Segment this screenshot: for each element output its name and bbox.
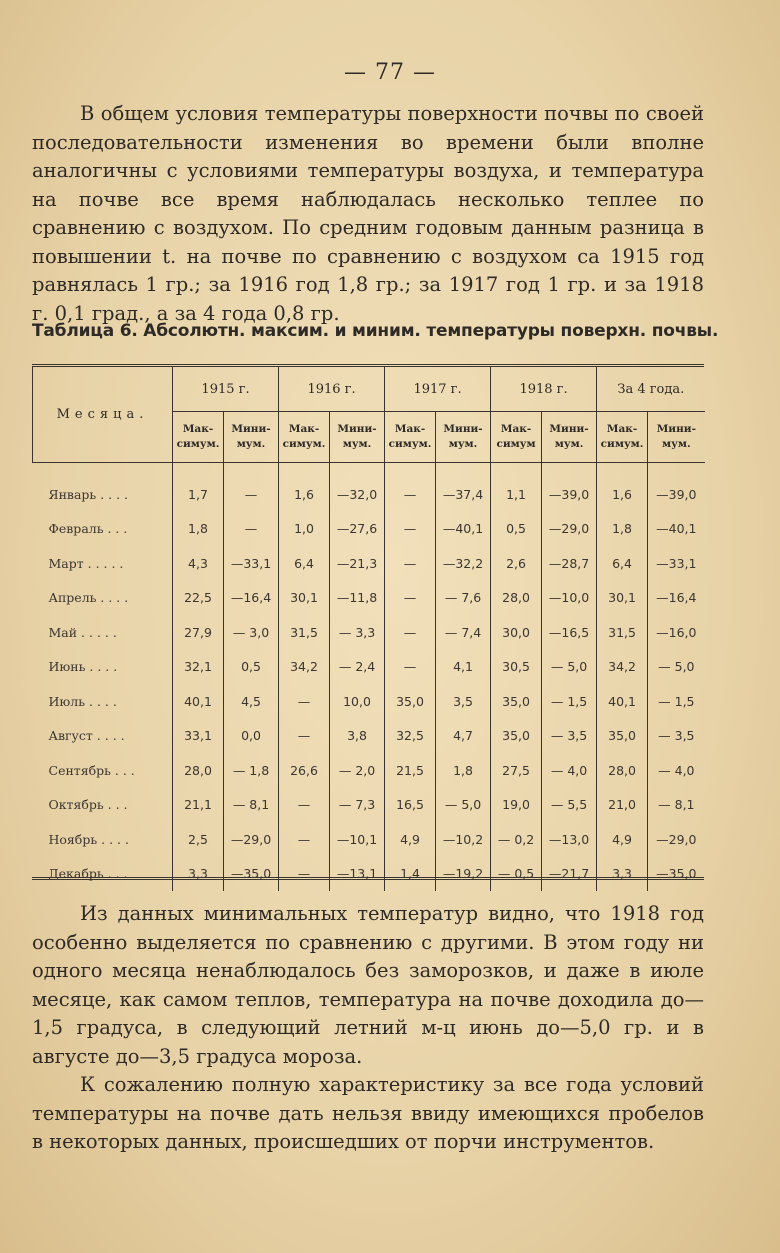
minimum-column-header: Мини- мум.	[648, 412, 705, 463]
value-cell: 26,6	[279, 753, 330, 788]
month-cell: Июнь . . . .	[48, 659, 118, 675]
value-cell: —	[279, 719, 330, 754]
value-cell: —	[385, 512, 436, 547]
value-cell: —32,0	[330, 463, 385, 512]
value-cell: —16,4	[224, 581, 279, 616]
value-cell: — 4,0	[542, 753, 597, 788]
value-cell: 27,9	[173, 615, 224, 650]
minimum-column-header: Мини- мум.	[542, 412, 597, 463]
value-cell: 30,5	[491, 650, 542, 685]
temperature-table-frame	[32, 364, 704, 880]
value-cell: 1,0	[279, 512, 330, 547]
value-cell: 32,1	[173, 650, 224, 685]
value-cell: — 0,2	[491, 822, 542, 857]
value-cell: — 7,6	[436, 581, 491, 616]
table-row	[33, 581, 705, 616]
month-cell: Декабрь . . .	[48, 866, 128, 882]
table-row	[33, 546, 705, 581]
value-cell: —19,2	[436, 857, 491, 892]
year-header: 1916 г.	[279, 367, 385, 412]
value-cell: 6,4	[597, 546, 648, 581]
value-cell: 22,5	[173, 581, 224, 616]
value-cell: 2,5	[173, 822, 224, 857]
value-cell: — 5,0	[436, 788, 491, 823]
value-cell: —28,7	[542, 546, 597, 581]
value-cell: 21,1	[173, 788, 224, 823]
value-cell: 28,0	[597, 753, 648, 788]
value-cell: 40,1	[597, 684, 648, 719]
value-cell: 1,4	[385, 857, 436, 892]
table-row	[33, 463, 705, 512]
value-cell: — 2,0	[330, 753, 385, 788]
value-cell: — 3,3	[330, 615, 385, 650]
minimum-column-header: Мини- мум.	[224, 412, 279, 463]
value-cell: —	[279, 857, 330, 892]
value-cell: 4,3	[173, 546, 224, 581]
table-row	[33, 684, 705, 719]
value-cell: — 8,1	[648, 788, 705, 823]
value-cell: 1,6	[597, 463, 648, 512]
year-header: За 4 года.	[597, 367, 705, 412]
maximum-column-header: Мак- симум.	[279, 412, 330, 463]
value-cell: —	[385, 546, 436, 581]
intro-paragraph: В общем условия температуры поверхности почвы по своей последовательности изменения во времени были вполне аналогичны с условиями температуры воздуха, и температура на почве все время наблюдалась несколько теплее по сравнению с воздухом. По средним годовым данным разница в повышении t. на почве по сравнению с воздухом са 1915 год равнялась 1 гр.; за 1916 год 1,8 гр.; за 1917 год 1 гр. и за 1918 г. 0,1 град., а за 4 года 0,8 гр.	[32, 102, 704, 325]
maximum-column-header: Мак- симум.	[173, 412, 224, 463]
month-cell: Август . . . .	[48, 728, 125, 744]
value-cell: —16,4	[648, 581, 705, 616]
temperature-table	[32, 367, 705, 891]
value-cell: 35,0	[491, 684, 542, 719]
value-cell: —33,1	[224, 546, 279, 581]
value-cell: 4,9	[385, 822, 436, 857]
month-column-header: Месяца.	[33, 367, 173, 463]
value-cell: 4,9	[597, 822, 648, 857]
value-cell: —39,0	[542, 463, 597, 512]
value-cell: 27,5	[491, 753, 542, 788]
value-cell: 35,0	[597, 719, 648, 754]
value-cell: —	[385, 650, 436, 685]
value-cell: 3,8	[330, 719, 385, 754]
value-cell: —	[279, 788, 330, 823]
value-cell: 1,8	[436, 753, 491, 788]
value-cell: —13,0	[542, 822, 597, 857]
value-cell: — 5,5	[542, 788, 597, 823]
value-cell: — 1,8	[224, 753, 279, 788]
month-cell: Апрель . . . .	[48, 590, 129, 606]
value-cell: —	[279, 822, 330, 857]
value-cell: 32,5	[385, 719, 436, 754]
value-cell: —35,0	[648, 857, 705, 892]
value-cell: —37,4	[436, 463, 491, 512]
table-row	[33, 719, 705, 754]
value-cell: 1,6	[279, 463, 330, 512]
value-cell: —29,0	[224, 822, 279, 857]
year-header: 1917 г.	[385, 367, 491, 412]
value-cell: —	[224, 512, 279, 547]
minimum-column-header: Мини- мум.	[330, 412, 385, 463]
value-cell: 33,1	[173, 719, 224, 754]
value-cell: —40,1	[648, 512, 705, 547]
month-cell: Октябрь . . .	[48, 797, 128, 813]
value-cell: —16,5	[542, 615, 597, 650]
value-cell: 1,8	[597, 512, 648, 547]
value-cell: 3,3	[597, 857, 648, 892]
value-cell: —10,2	[436, 822, 491, 857]
value-cell: 1,1	[491, 463, 542, 512]
value-cell: —35,0	[224, 857, 279, 892]
maximum-column-header: Мак- симум.	[385, 412, 436, 463]
value-cell: — 1,5	[542, 684, 597, 719]
value-cell: 0,5	[491, 512, 542, 547]
value-cell: 40,1	[173, 684, 224, 719]
value-cell: 30,1	[279, 581, 330, 616]
table-row	[33, 822, 705, 857]
value-cell: 4,7	[436, 719, 491, 754]
value-cell: — 3,5	[648, 719, 705, 754]
table-row	[33, 615, 705, 650]
value-cell: —16,0	[648, 615, 705, 650]
value-cell: —40,1	[436, 512, 491, 547]
value-cell: — 3,0	[224, 615, 279, 650]
value-cell: 10,0	[330, 684, 385, 719]
maximum-column-header: Мак- симум	[491, 412, 542, 463]
value-cell: 30,0	[491, 615, 542, 650]
value-cell: —33,1	[648, 546, 705, 581]
conclusion-paragraphs	[32, 900, 704, 1157]
value-cell: 34,2	[279, 650, 330, 685]
value-cell: 3,5	[436, 684, 491, 719]
value-cell: 0,5	[224, 650, 279, 685]
value-cell: 0,0	[224, 719, 279, 754]
table-row	[33, 788, 705, 823]
table-row	[33, 512, 705, 547]
value-cell: —11,8	[330, 581, 385, 616]
month-cell: Март . . . . .	[48, 555, 124, 571]
value-cell: 35,0	[385, 684, 436, 719]
value-cell: —39,0	[648, 463, 705, 512]
paragraph-minimum-temperatures: Из данных минимальных температур видно, что 1918 год особенно выделяется по сравнению с другими. В этом году ни одного месяца ненаблюдалось без заморозков, и даже в июле месяце, как самом теплов, температура на почве доходила до—1,5 градуса, в следующий летний м-ц июнь до—5,0 гр. и в августе до—3,5 градуса мороза.	[32, 902, 704, 1068]
month-cell: Июль . . . .	[48, 693, 117, 709]
value-cell: —10,1	[330, 822, 385, 857]
value-cell: — 0,5	[491, 857, 542, 892]
value-cell: 35,0	[491, 719, 542, 754]
value-cell: 21,5	[385, 753, 436, 788]
month-cell: Январь . . . .	[48, 486, 129, 502]
value-cell: — 5,0	[542, 650, 597, 685]
value-cell: —10,0	[542, 581, 597, 616]
value-cell: 1,7	[173, 463, 224, 512]
value-cell: — 4,0	[648, 753, 705, 788]
table-row	[33, 650, 705, 685]
value-cell: —	[385, 615, 436, 650]
paragraph-data-gaps: К сожалению полную характеристику за все года условий температуры на почве дать нельзя ввиду имеющихся пробелов в некоторых данных, происшедших от порчи инструментов.	[32, 1073, 704, 1153]
value-cell: —21,7	[542, 857, 597, 892]
value-cell: 31,5	[597, 615, 648, 650]
table-caption: Таблица 6. Абсолютн. максим. и миним. температуры поверхн. почвы.	[32, 321, 719, 341]
maximum-column-header: Мак- симум.	[597, 412, 648, 463]
value-cell: —29,0	[648, 822, 705, 857]
value-cell: —	[224, 463, 279, 512]
value-cell: — 7,3	[330, 788, 385, 823]
value-cell: 1,8	[173, 512, 224, 547]
value-cell: — 2,4	[330, 650, 385, 685]
year-header: 1918 г.	[491, 367, 597, 412]
table-row	[33, 857, 705, 892]
value-cell: —	[385, 463, 436, 512]
month-cell: Февраль . . .	[48, 521, 128, 537]
value-cell: 28,0	[173, 753, 224, 788]
value-cell: — 5,0	[648, 650, 705, 685]
month-cell: Ноябрь . . . .	[48, 831, 129, 847]
value-cell: 34,2	[597, 650, 648, 685]
value-cell: —	[279, 684, 330, 719]
value-cell: 4,5	[224, 684, 279, 719]
value-cell: 4,1	[436, 650, 491, 685]
minimum-column-header: Мини- мум.	[436, 412, 491, 463]
value-cell: —	[385, 581, 436, 616]
value-cell: 16,5	[385, 788, 436, 823]
value-cell: 21,0	[597, 788, 648, 823]
value-cell: —21,3	[330, 546, 385, 581]
year-header: 1915 г.	[173, 367, 279, 412]
page-number: — 77 —	[344, 60, 436, 85]
value-cell: 19,0	[491, 788, 542, 823]
value-cell: 28,0	[491, 581, 542, 616]
value-cell: 30,1	[597, 581, 648, 616]
value-cell: 2,6	[491, 546, 542, 581]
value-cell: — 7,4	[436, 615, 491, 650]
value-cell: —13,1	[330, 857, 385, 892]
value-cell: 31,5	[279, 615, 330, 650]
month-cell: Май . . . . .	[48, 624, 117, 640]
value-cell: —29,0	[542, 512, 597, 547]
value-cell: —27,6	[330, 512, 385, 547]
table-row	[33, 753, 705, 788]
month-cell: Сентябрь . . .	[48, 762, 135, 778]
value-cell: — 3,5	[542, 719, 597, 754]
value-cell: — 8,1	[224, 788, 279, 823]
value-cell: —32,2	[436, 546, 491, 581]
value-cell: — 1,5	[648, 684, 705, 719]
value-cell: 3,3	[173, 857, 224, 892]
value-cell: 6,4	[279, 546, 330, 581]
